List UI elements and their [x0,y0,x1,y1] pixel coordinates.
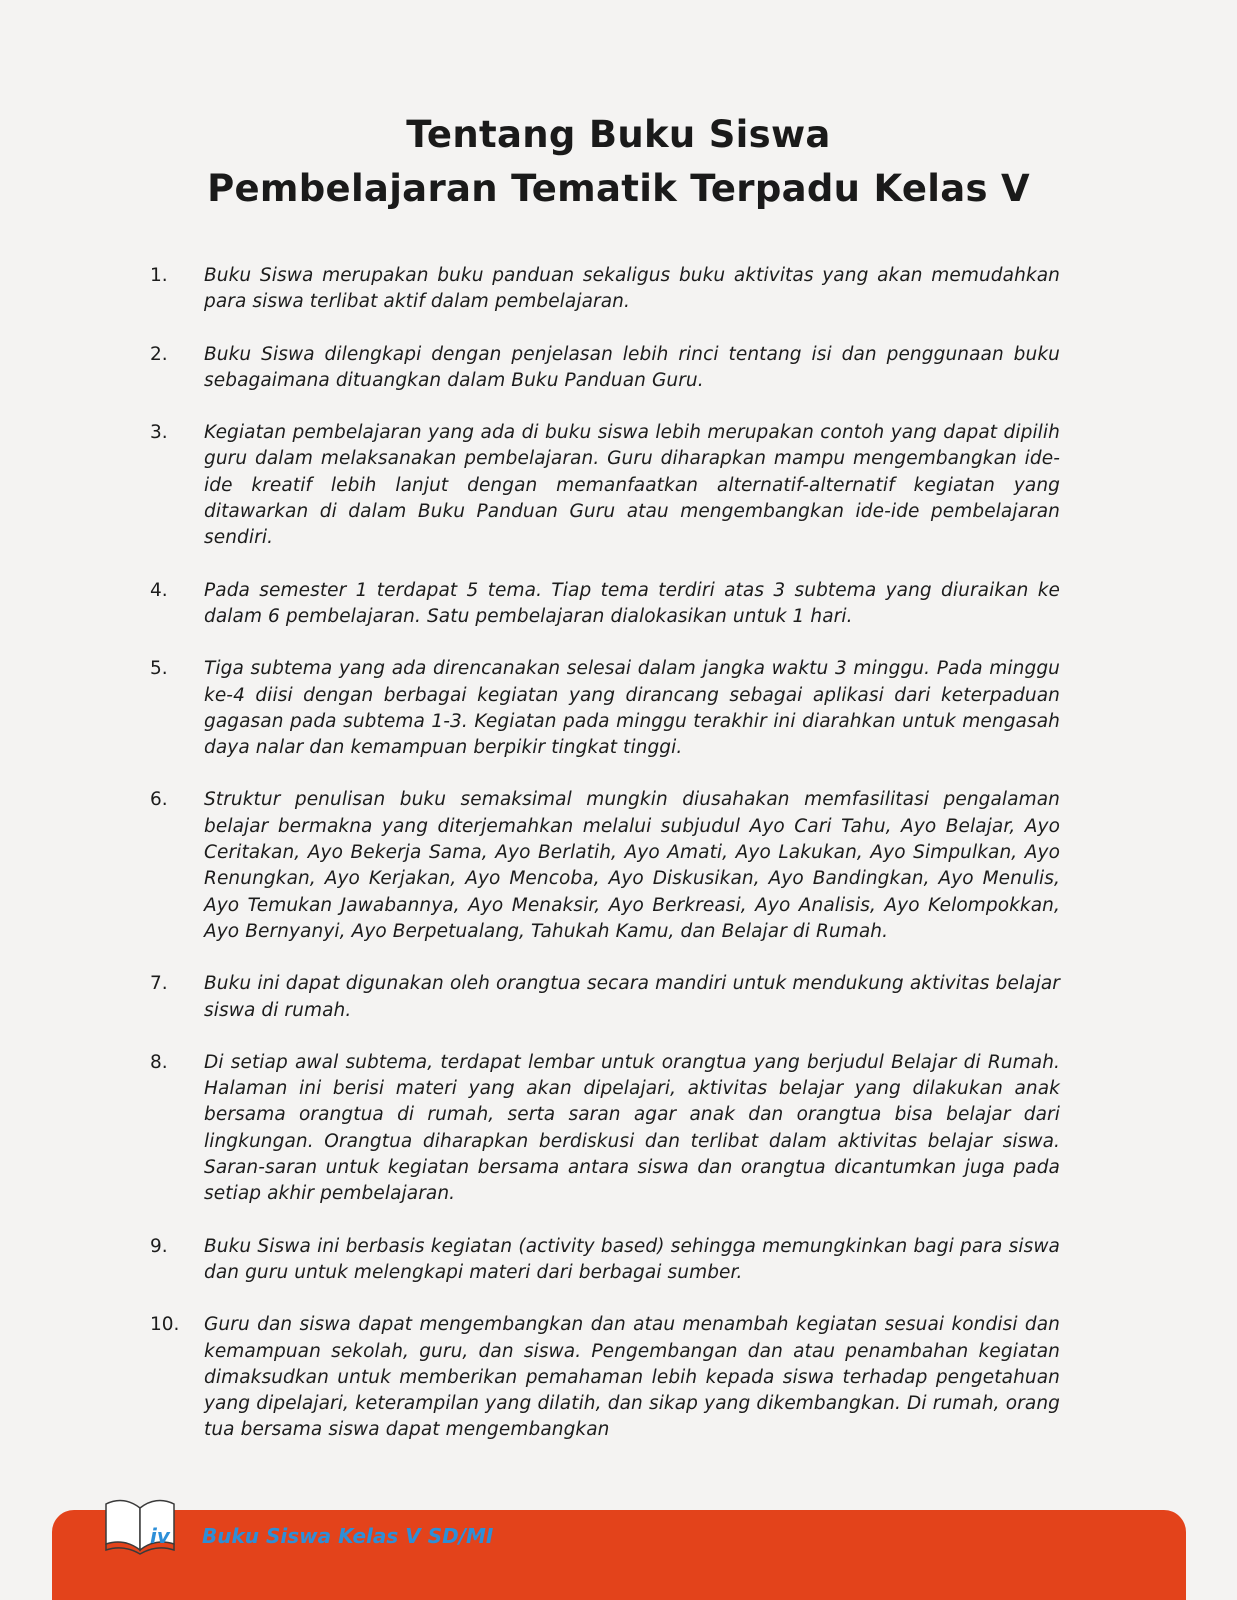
item-text: Buku ini dapat digunakan oleh orangtua secara mandiri untuk mendukung aktivitas belajar siswa di rumah. [204,973,1060,1021]
list-item [150,342,1060,395]
list-item [150,971,1060,1024]
list-item [150,656,1060,761]
list-item [150,1050,1060,1208]
item-text [204,1234,1060,1287]
item-text: Buku Siswa merupakan buku panduan sekaligus buku aktivitas yang akan memudahkan para siswa terlibat aktif dalam pembelajaran. [204,265,1060,313]
item-text: Buku Siswa dilengkapi dengan penjelasan lebih rinci tentang isi dan penggunaan buku sebagaimana dituangkan dalam Buku Panduan Guru. [204,343,1060,391]
list-item [150,263,1060,316]
item-text: Guru dan siswa dapat mengembangkan dan atau menambah kegiatan sesuai kondisi dan kemampuan sekolah, guru, dan siswa. Pengembangan dan atau penambahan kegiatan dimaksudkan untuk memberikan pemahaman lebih kepada siswa terhadap pengetahuan yang dipelajari, keterampilan yang dilatih, dan sikap yang dikembangkan. Di rumah, orang tua bersama siswa dapat mengembangkan [204,1314,1060,1441]
item-number: 6. [150,789,168,811]
item-number: 7. [150,973,168,995]
page-number: iv [150,1524,170,1548]
item-number: 3. [150,422,168,444]
list-item [150,420,1060,551]
item-text: Kegiatan pembelajaran yang ada di buku siswa lebih merupakan contoh yang dapat dipilih guru dalam melaksanakan pembelajaran. Guru diharapkan mampu mengembangkan ide-ide kreatif lebih lanjut dengan memanfaatkan alternatif-alternatif kegiatan yang ditawarkan di dalam Buku Panduan Guru atau mengembangkan ide-ide pembelajaran sendiri. [204,422,1060,549]
list-item [150,1312,1060,1443]
list-item [150,1234,1060,1287]
guideline-list [150,263,1060,1470]
item-number: 8. [150,1051,168,1073]
list-item [150,787,1060,945]
item-text: Struktur penulisan buku semaksimal mungkin diusahakan memfasilitasi pengalaman belajar bermakna yang diterjemahkan melalui subjudul Ayo Cari Tahu, Ayo Belajar, Ayo Ceritakan, Ayo Bekerja Sama, Ayo Berlatih, Ayo Amati, Ayo Lakukan, Ayo Simpulkan, Ayo Renungkan, Ayo Kerjakan, Ayo Mencoba, Ayo Diskusikan, Ayo Bandingkan, Ayo Menulis, Ayo Temukan Jawabannya, Ayo Menaksir, Ayo Berkreasi, Ayo Analisis, Ayo Kelompokkan, Ayo Bernyanyi, Ayo Berpetualang, Tahukah Kamu, dan Belajar di Rumah. [204,789,1060,942]
item-text: Tiga subtema yang ada direncanakan selesai dalam jangka waktu 3 minggu. Pada minggu ke-4 diisi dengan berbagai kegiatan yang dirancang sebagai aplikasi dari keterpaduan gagasan pada subtema 1-3. Kegiatan pada minggu terakhir ini diarahkan untuk mengasah daya nalar dan kemampuan berpikir tingkat tinggi. [204,658,1060,759]
title-line-2: Pembelajaran Tematik Terpadu Kelas V [207,167,1030,210]
item-text: Di setiap awal subtema, terdapat lembar untuk orangtua yang berjudul Belajar di Rumah. Halaman ini berisi materi yang akan dipelajari, aktivitas belajar yang dilakukan anak bersama orangtua di rumah, serta saran agar anak dan orangtua bisa belajar dari lingkungan. Orangtua diharapkan berdiskusi dan terlibat dalam aktivitas belajar siswa. Saran-saran untuk kegiatan bersama antara siswa dan orangtua dicantumkan juga pada setiap akhir pembelajaran. [204,1051,1060,1205]
item-text: Pada semester 1 terdapat 5 tema. Tiap tema terdiri atas 3 subtema yang diuraikan ke dalam 6 pembelajaran. Satu pembelajaran dialokasikan untuk 1 hari. [204,579,1060,627]
item-number: 10. [150,1314,180,1336]
item-number: 1. [150,265,168,286]
item-number: 2. [150,343,168,365]
item-text-emphasis: activity based [525,1235,658,1257]
footer-book-title: Buku Siswa Kelas V SD/MI [202,1524,494,1548]
title-line-1: Tentang Buku Siswa [406,113,831,156]
item-text-before: Buku Siswa ini berbasis kegiatan ( [204,1235,526,1257]
page-title [0,108,1237,216]
item-number: 5. [150,658,168,680]
item-text-after: ) sehingga memungkinkan bagi para siswa dan guru untuk melengkapi materi dari berbagai sumber. [204,1235,1060,1283]
item-number: 9. [150,1235,168,1257]
item-number: 4. [150,579,168,601]
list-item [150,578,1060,631]
